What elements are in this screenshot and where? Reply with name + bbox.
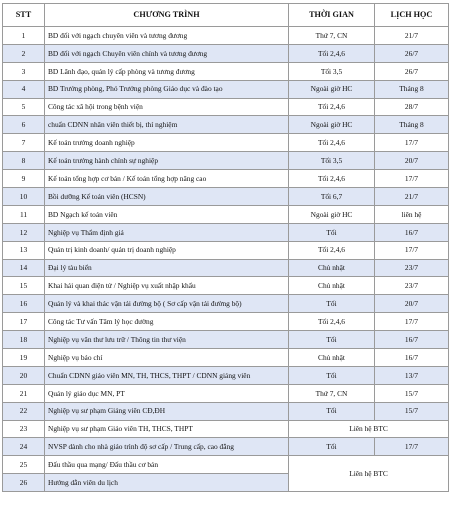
table-row: [3, 188, 449, 206]
row-contact-merged: Liên hệ BTC: [289, 420, 449, 438]
table-row: [3, 170, 449, 188]
row-time: Ngoài giờ HC: [289, 80, 375, 98]
row-stt: 21: [3, 384, 45, 402]
row-stt: 19: [3, 349, 45, 367]
row-schedule: 17/7: [375, 134, 449, 152]
table-row: [3, 241, 449, 259]
row-program: Chuẩn CDNN giáo viên MN, TH, THCS, THPT / CDNN giảng viên: [45, 366, 289, 384]
row-program: BD Trưởng phòng, Phó Trưởng phòng Giáo dục và đào tạo: [45, 80, 289, 98]
row-time: Tối 2,4,6: [289, 313, 375, 331]
row-time: Tối: [289, 438, 375, 456]
table-row: [3, 366, 449, 384]
row-stt: 2: [3, 44, 45, 62]
row-program: NVSP dành cho nhà giáo trình độ sơ cấp / Trung cấp, cao đẳng: [45, 438, 289, 456]
row-stt: 15: [3, 277, 45, 295]
row-stt: 13: [3, 241, 45, 259]
row-stt: 8: [3, 152, 45, 170]
table-row: [3, 384, 449, 402]
row-program: Quản lý giáo dục MN, PT: [45, 384, 289, 402]
row-schedule: 16/7: [375, 349, 449, 367]
row-schedule: 21/7: [375, 27, 449, 45]
row-time: Tối 3,5: [289, 62, 375, 80]
row-time: Tối: [289, 223, 375, 241]
row-schedule: 15/7: [375, 402, 449, 420]
table-row: [3, 80, 449, 98]
table-row: [3, 134, 449, 152]
row-schedule: 20/7: [375, 152, 449, 170]
row-stt: 1: [3, 27, 45, 45]
row-stt: 12: [3, 223, 45, 241]
row-program: Hướng dẫn viên du lịch: [45, 474, 289, 492]
row-time: Tối: [289, 295, 375, 313]
row-schedule: 23/7: [375, 277, 449, 295]
row-time: Tối: [289, 402, 375, 420]
table-row: [3, 62, 449, 80]
table-row: [3, 277, 449, 295]
table-row: [3, 438, 449, 456]
row-program: BD Lãnh đạo, quản lý cấp phòng và tương đương: [45, 62, 289, 80]
table-header-row: [3, 4, 449, 27]
row-stt: 10: [3, 188, 45, 206]
row-schedule: 16/7: [375, 223, 449, 241]
row-program: BD Ngạch kế toán viên: [45, 205, 289, 223]
row-program: Công tác Tư vấn Tâm lý học đường: [45, 313, 289, 331]
row-schedule: 16/7: [375, 331, 449, 349]
row-schedule: 23/7: [375, 259, 449, 277]
row-time: Chủ nhật: [289, 259, 375, 277]
row-program: Đại lý tàu biển: [45, 259, 289, 277]
row-schedule: 26/7: [375, 44, 449, 62]
row-time: Thứ 7, CN: [289, 27, 375, 45]
table-row: [3, 98, 449, 116]
row-stt: 3: [3, 62, 45, 80]
table-row: [3, 331, 449, 349]
row-stt: 17: [3, 313, 45, 331]
row-schedule: liên hệ: [375, 205, 449, 223]
row-time: Chủ nhật: [289, 277, 375, 295]
row-program: chuẩn CDNN nhân viên thiết bị, thí nghiệm: [45, 116, 289, 134]
header-stt: STT: [3, 4, 45, 27]
row-program: Kế toán trưởng doanh nghiệp: [45, 134, 289, 152]
row-schedule: Tháng 8: [375, 80, 449, 98]
row-stt: 6: [3, 116, 45, 134]
course-schedule-table: [2, 3, 449, 492]
table-row: [3, 420, 449, 438]
row-schedule: 13/7: [375, 366, 449, 384]
row-schedule: 26/7: [375, 62, 449, 80]
table-row: [3, 223, 449, 241]
row-schedule: 21/7: [375, 188, 449, 206]
row-time: Chủ nhật: [289, 349, 375, 367]
table-row: [3, 295, 449, 313]
row-stt: 11: [3, 205, 45, 223]
table-row: [3, 456, 449, 474]
table-row: [3, 152, 449, 170]
table-row: [3, 259, 449, 277]
row-stt: 26: [3, 474, 45, 492]
row-stt: 7: [3, 134, 45, 152]
row-schedule: 15/7: [375, 384, 449, 402]
table-row: [3, 205, 449, 223]
row-program: Kế toán tổng hợp cơ bản / Kế toán tổng hợp nâng cao: [45, 170, 289, 188]
row-schedule: 17/7: [375, 313, 449, 331]
row-program: Kế toán trưởng hành chính sự nghiệp: [45, 152, 289, 170]
row-stt: 5: [3, 98, 45, 116]
table-row: [3, 313, 449, 331]
row-time: Tối 2,4,6: [289, 44, 375, 62]
row-program: Nghiệp vụ báo chí: [45, 349, 289, 367]
row-stt: 22: [3, 402, 45, 420]
table-row: [3, 27, 449, 45]
row-schedule: 20/7: [375, 295, 449, 313]
row-program: Nghiệp vụ sư phạm Giảng viên CĐ,ĐH: [45, 402, 289, 420]
row-program: Công tác xã hội trong bệnh viện: [45, 98, 289, 116]
row-stt: 9: [3, 170, 45, 188]
row-stt: 25: [3, 456, 45, 474]
row-schedule: 17/7: [375, 170, 449, 188]
row-program: BD đối với ngạch chuyên viên và tương đương: [45, 27, 289, 45]
row-time: Tối 2,4,6: [289, 170, 375, 188]
row-program: Đấu thầu qua mạng/ Đấu thầu cơ bản: [45, 456, 289, 474]
row-stt: 18: [3, 331, 45, 349]
row-time: Ngoài giờ HC: [289, 205, 375, 223]
row-program: Nghiệp vụ sư phạm Giáo viên TH, THCS, THPT: [45, 420, 289, 438]
row-time: Tối: [289, 331, 375, 349]
header-time: THỜI GIAN: [289, 4, 375, 27]
row-stt: 4: [3, 80, 45, 98]
row-program: BD đối với ngạch Chuyên viên chính và tương đương: [45, 44, 289, 62]
header-schedule: LỊCH HỌC: [375, 4, 449, 27]
table-row: [3, 349, 449, 367]
row-schedule: 17/7: [375, 438, 449, 456]
table-row: [3, 116, 449, 134]
row-schedule: Tháng 8: [375, 116, 449, 134]
row-stt: 20: [3, 366, 45, 384]
row-time: Tối 2,4,6: [289, 241, 375, 259]
row-program: Khai hải quan điện tử / Nghiệp vụ xuất nhập khẩu: [45, 277, 289, 295]
row-time: Tối 3,5: [289, 152, 375, 170]
row-program: Quản lý và khai thác vận tải đường bộ ( Sơ cấp vận tải đường bộ): [45, 295, 289, 313]
row-program: Bồi dưỡng Kế toán viên (HCSN): [45, 188, 289, 206]
row-schedule: 17/7: [375, 241, 449, 259]
row-time: Tối 6,7: [289, 188, 375, 206]
row-time: Tối: [289, 366, 375, 384]
row-stt: 23: [3, 420, 45, 438]
row-time: Thứ 7, CN: [289, 384, 375, 402]
row-program: Quản trị kinh doanh/ quản trị doanh nghiệp: [45, 241, 289, 259]
row-stt: 14: [3, 259, 45, 277]
row-stt: 24: [3, 438, 45, 456]
header-program: CHƯƠNG TRÌNH: [45, 4, 289, 27]
row-time: Tối 2,4,6: [289, 98, 375, 116]
table-row: [3, 44, 449, 62]
row-schedule: 28/7: [375, 98, 449, 116]
row-program: Nghiệp vụ Thẩm định giá: [45, 223, 289, 241]
row-time: Ngoài giờ HC: [289, 116, 375, 134]
footer-contact-merged: Liên hệ BTC: [289, 456, 449, 492]
row-stt: 16: [3, 295, 45, 313]
table-row: [3, 402, 449, 420]
row-program: Nghiệp vụ văn thư lưu trữ / Thông tin thư viện: [45, 331, 289, 349]
row-time: Tối 2,4,6: [289, 134, 375, 152]
